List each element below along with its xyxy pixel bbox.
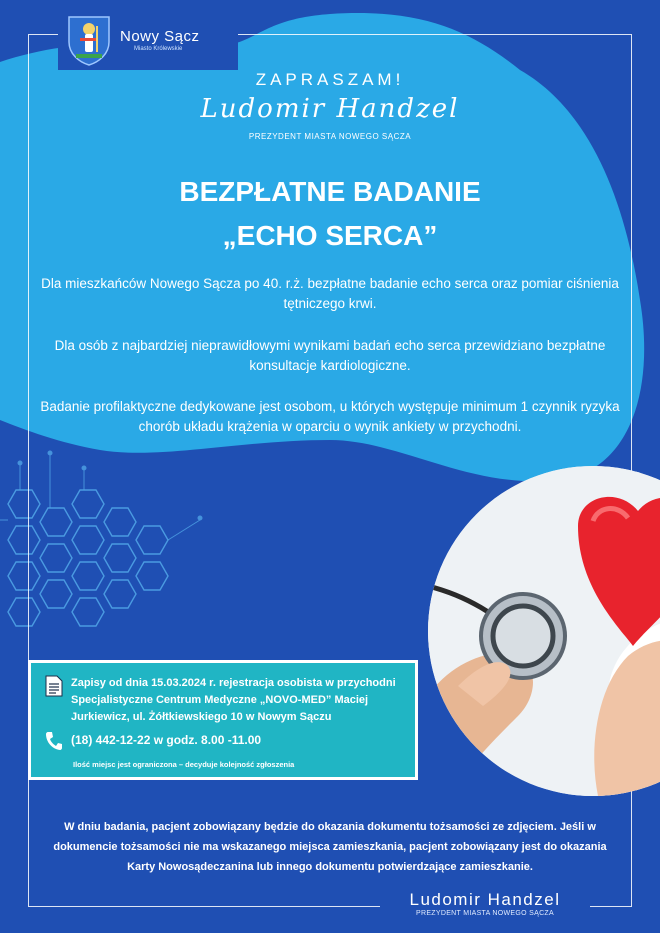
logo-subtitle: Miasto Królewskie: [134, 46, 183, 52]
paragraph-2: Dla osób z najbardziej nieprawidłowymi wynikami badań echo serca przewidziano bezpłatne konsultacje kardiologiczne.: [54, 338, 606, 373]
paragraph-3: Badanie profilaktyczne dedykowane jest osobom, u których występuje minimum 1 czynnik ryzyka chorób układu krążenia w oparciu o wynik ankiety w przychodni.: [40, 399, 620, 434]
registration-info-box: [28, 660, 418, 780]
logo-name: Nowy Sącz: [120, 28, 200, 45]
identity-requirement-text: W dniu badania, pacjent zobowiązany będzie do okazania dokumentu tożsamości ze zdjęciem. Jeśli w dokumencie tożsamości nie ma wskazanego miejsca zamieszkania, pacjent zobowiązany jest do okazania Karty Nowosądeczanina lub innego dokumentu potwierdzające zamieszkanie.: [53, 821, 607, 873]
registration-text: Zapisy od dnia 15.03.2024 r. rejestracja osobista w przychodni Specjalistyczne Centrum Medyczne „NOVO-MED” Maciej Jurkiewicz, ul. Żółtkiewskiego 10 w Nowym Sączu: [71, 677, 396, 723]
paragraph-1: Dla mieszkańców Nowego Sącza po 40. r.ż. bezpłatne badanie echo serca oraz pomiar ciśnienia tętniczego krwi.: [41, 276, 619, 311]
president-title: PREZYDENT MIASTA NOWEGO SĄCZA: [248, 132, 412, 141]
document-icon: [45, 675, 63, 697]
city-crest-icon: [66, 14, 112, 66]
main-title: [0, 170, 660, 258]
limited-places-note: Ilość miejsc jest ograniczona – decyduje kolejność zgłoszenia: [73, 760, 295, 769]
title-line-2: „ECHO SERCA”: [222, 220, 438, 251]
footer-role: PREZYDENT MIASTA NOWEGO SĄCZA: [416, 910, 554, 917]
footer-name: Ludomir Handzel: [409, 890, 561, 909]
footer-signature: [380, 888, 590, 928]
signature: Ludomir Handzel: [200, 94, 460, 124]
invite-heading: ZAPRASZAM!: [255, 70, 405, 89]
city-logo: [58, 10, 238, 70]
title-line-1: BEZPŁATNE BADANIE: [179, 176, 481, 207]
phone-number[interactable]: (18) 442-12-22 w godz. 8.00 -11.00: [71, 733, 262, 747]
phone-icon: [45, 731, 63, 751]
